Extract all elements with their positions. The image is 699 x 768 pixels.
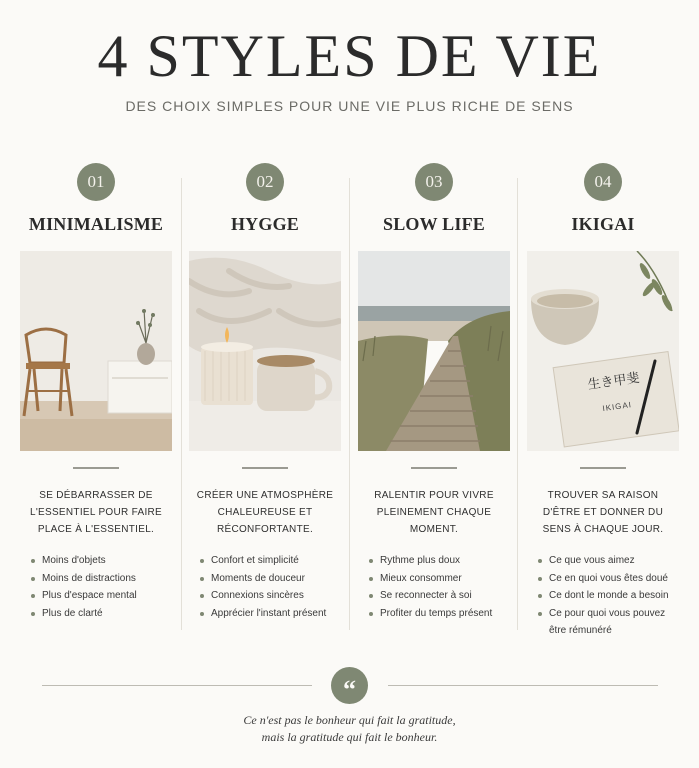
card-title: MINIMALISME xyxy=(28,214,164,234)
card-description: TROUVER SA RAISON D'ÊTRE ET DONNER DU SENS À CHAQUE JOUR. xyxy=(542,490,664,535)
list-item: Connexions sincères xyxy=(199,587,341,605)
notebook-word: IKIGAI xyxy=(601,400,633,414)
card-description: RALENTIR POUR VIVRE PLEINEMENT CHAQUE MOMENT. xyxy=(374,490,494,535)
card-bullet-list xyxy=(189,552,341,622)
candle-and-mug-photo xyxy=(189,251,341,451)
list-item: Moins de distractions xyxy=(30,570,172,588)
list-item: Moins d'objets xyxy=(30,552,172,570)
step-number-badge: 01 xyxy=(77,163,115,201)
list-item: Apprécier l'instant présent xyxy=(199,605,341,623)
lifestyle-card-minimalisme xyxy=(20,160,172,622)
list-item: Ce que vous aimez xyxy=(537,552,679,570)
list-item: Plus de clarté xyxy=(30,605,172,623)
list-item: Mieux consommer xyxy=(368,570,510,588)
card-title: HYGGE xyxy=(230,214,299,234)
column-divider xyxy=(517,178,518,630)
quote-icon: “ xyxy=(331,667,368,704)
list-item: Plus d'espace mental xyxy=(30,587,172,605)
column-divider xyxy=(181,178,182,630)
quote xyxy=(0,712,699,746)
step-number-badge: 04 xyxy=(584,163,622,201)
quote-rule-left xyxy=(42,685,312,686)
lifestyle-card-hygge xyxy=(189,160,341,622)
lifestyle-card-ikigai xyxy=(527,160,679,640)
list-item: Se reconnecter à soi xyxy=(368,587,510,605)
card-title: IKIGAI xyxy=(571,214,635,234)
boardwalk-beach-photo xyxy=(358,251,510,451)
card-bullet-list xyxy=(20,552,172,622)
list-item: Ce pour quoi vous pouvez être rémunéré xyxy=(537,605,679,640)
column-divider xyxy=(349,178,350,630)
card-description: CRÉER UNE ATMOSPHÈRE CHALEUREUSE ET RÉCONFORTANTE. xyxy=(196,490,334,535)
quote-line-1: Ce n'est pas le bonheur qui fait la gratitude, xyxy=(243,713,456,727)
lifestyle-card-slow-life xyxy=(358,160,510,622)
list-item: Ce dont le monde a besoin xyxy=(537,587,679,605)
quote-rule-right xyxy=(388,685,658,686)
quote-line-2: mais la gratitude qui fait le bonheur. xyxy=(261,730,438,744)
section-rule xyxy=(411,467,457,469)
notebook-kanji: 生き甲斐 xyxy=(586,370,641,393)
list-item: Profiter du temps présent xyxy=(368,605,510,623)
card-description: SE DÉBARRASSER DE L'ESSENTIEL POUR FAIRE PLACE À L'ESSENTIEL. xyxy=(29,490,163,535)
list-item: Rythme plus doux xyxy=(368,552,510,570)
section-rule xyxy=(580,467,626,469)
card-title: SLOW LIFE xyxy=(382,214,485,234)
list-item: Ce en quoi vous êtes doué xyxy=(537,570,679,588)
section-rule xyxy=(73,467,119,469)
page-subtitle: DES CHOIX SIMPLES POUR UNE VIE PLUS RICHE DE SENS xyxy=(125,98,574,114)
step-number-badge: 02 xyxy=(246,163,284,201)
card-bullet-list xyxy=(527,552,679,640)
chair-and-plant-photo xyxy=(20,251,172,451)
card-bullet-list xyxy=(358,552,510,622)
step-number-badge: 03 xyxy=(415,163,453,201)
list-item: Confort et simplicité xyxy=(199,552,341,570)
list-item: Moments de douceur xyxy=(199,570,341,588)
bowl-and-notebook-photo xyxy=(527,251,679,451)
section-rule xyxy=(242,467,288,469)
page-title: 4 STYLES DE VIE xyxy=(97,23,602,89)
